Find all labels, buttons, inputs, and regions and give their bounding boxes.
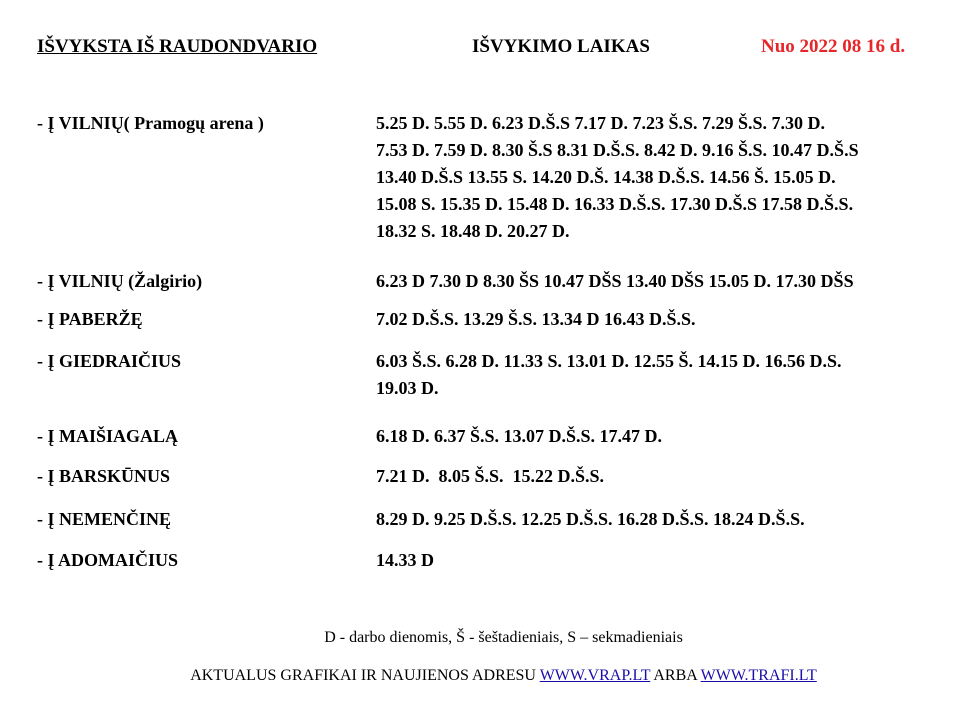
route-destination: - Į NEMENČINĘ (37, 509, 172, 529)
time-line: 13.40 D.Š.S 13.55 S. 14.20 D.Š. 14.38 D.Š.S. 14.56 Š. 15.05 D. (376, 167, 836, 187)
route-times (376, 306, 961, 333)
route-destination: - Į ADOMAIČIUS (37, 550, 179, 570)
route-times (376, 348, 961, 402)
legend-text: D - darbo dienomis, Š - šeštadieniais, S – sekmadieniais (324, 629, 683, 646)
time-line: 5.25 D. 5.55 D. 6.23 D.Š.S 7.17 D. 7.23 Š.S. 7.29 Š.S. 7.30 D. (376, 113, 826, 133)
time-line: 7.53 D. 7.59 D. 8.30 Š.S 8.31 D.Š.S. 8.42 D. 9.16 Š.S. 10.47 D.Š.S (376, 140, 859, 160)
route-destination: - Į MAIŠIAGALĄ (37, 426, 179, 446)
time-line: 6.23 D 7.30 D 8.30 ŠS 10.47 DŠS 13.40 DŠS 15.05 D. 17.30 DŠS (376, 271, 854, 291)
page-header (37, 36, 957, 66)
time-line: 19.03 D. (376, 378, 439, 398)
footer-text-before: AKTUALUS GRAFIKAI IR NAUJIENOS ADRESU (190, 667, 536, 684)
vrap-link[interactable]: WWW.VRAP.LT (539, 667, 651, 684)
route-destination: - Į VILNIŲ (Žalgirio) (37, 271, 203, 291)
time-line: 7.02 D.Š.S. 13.29 Š.S. 13.34 D 16.43 D.Š.S. (376, 309, 696, 329)
route-times (376, 423, 961, 450)
legend (0, 629, 975, 647)
time-line: 6.18 D. 6.37 Š.S. 13.07 D.Š.S. 17.47 D. (376, 426, 663, 446)
route-destination: - Į PABERŽĘ (37, 309, 143, 329)
route-destination: - Į VILNIŲ( Pramogų arena ) (37, 113, 264, 133)
route-times (376, 268, 961, 295)
time-line: 6.03 Š.S. 6.28 D. 11.33 S. 13.01 D. 12.55 Š. 14.15 D. 16.56 D.S. (376, 351, 842, 371)
time-line: 18.32 S. 18.48 D. 20.27 D. (376, 221, 570, 241)
route-destination: - Į BARSKŪNUS (37, 466, 171, 486)
time-line: 7.21 D. 8.05 Š.S. 15.22 D.Š.S. (376, 466, 605, 486)
departure-location-title: IŠVYKSTA IŠ RAUDONDVARIO (37, 36, 318, 57)
time-line: 8.29 D. 9.25 D.Š.S. 12.25 D.Š.S. 16.28 D.Š.S. 18.24 D.Š.S. (376, 509, 805, 529)
route-times (376, 463, 961, 490)
footer-text-middle: ARBA (653, 667, 697, 684)
valid-from-date: Nuo 2022 08 16 d. (761, 36, 906, 57)
route-times (376, 506, 961, 533)
trafi-link[interactable]: WWW.TRAFI.LT (700, 667, 817, 684)
route-destination: - Į GIEDRAIČIUS (37, 351, 182, 371)
departure-time-title: IŠVYKIMO LAIKAS (472, 36, 650, 57)
route-times (376, 547, 961, 574)
time-line: 15.08 S. 15.35 D. 15.48 D. 16.33 D.Š.S. 17.30 D.Š.S 17.58 D.Š.S. (376, 194, 854, 214)
footer (0, 667, 975, 685)
time-line: 14.33 D (376, 550, 434, 570)
route-times (376, 110, 961, 245)
